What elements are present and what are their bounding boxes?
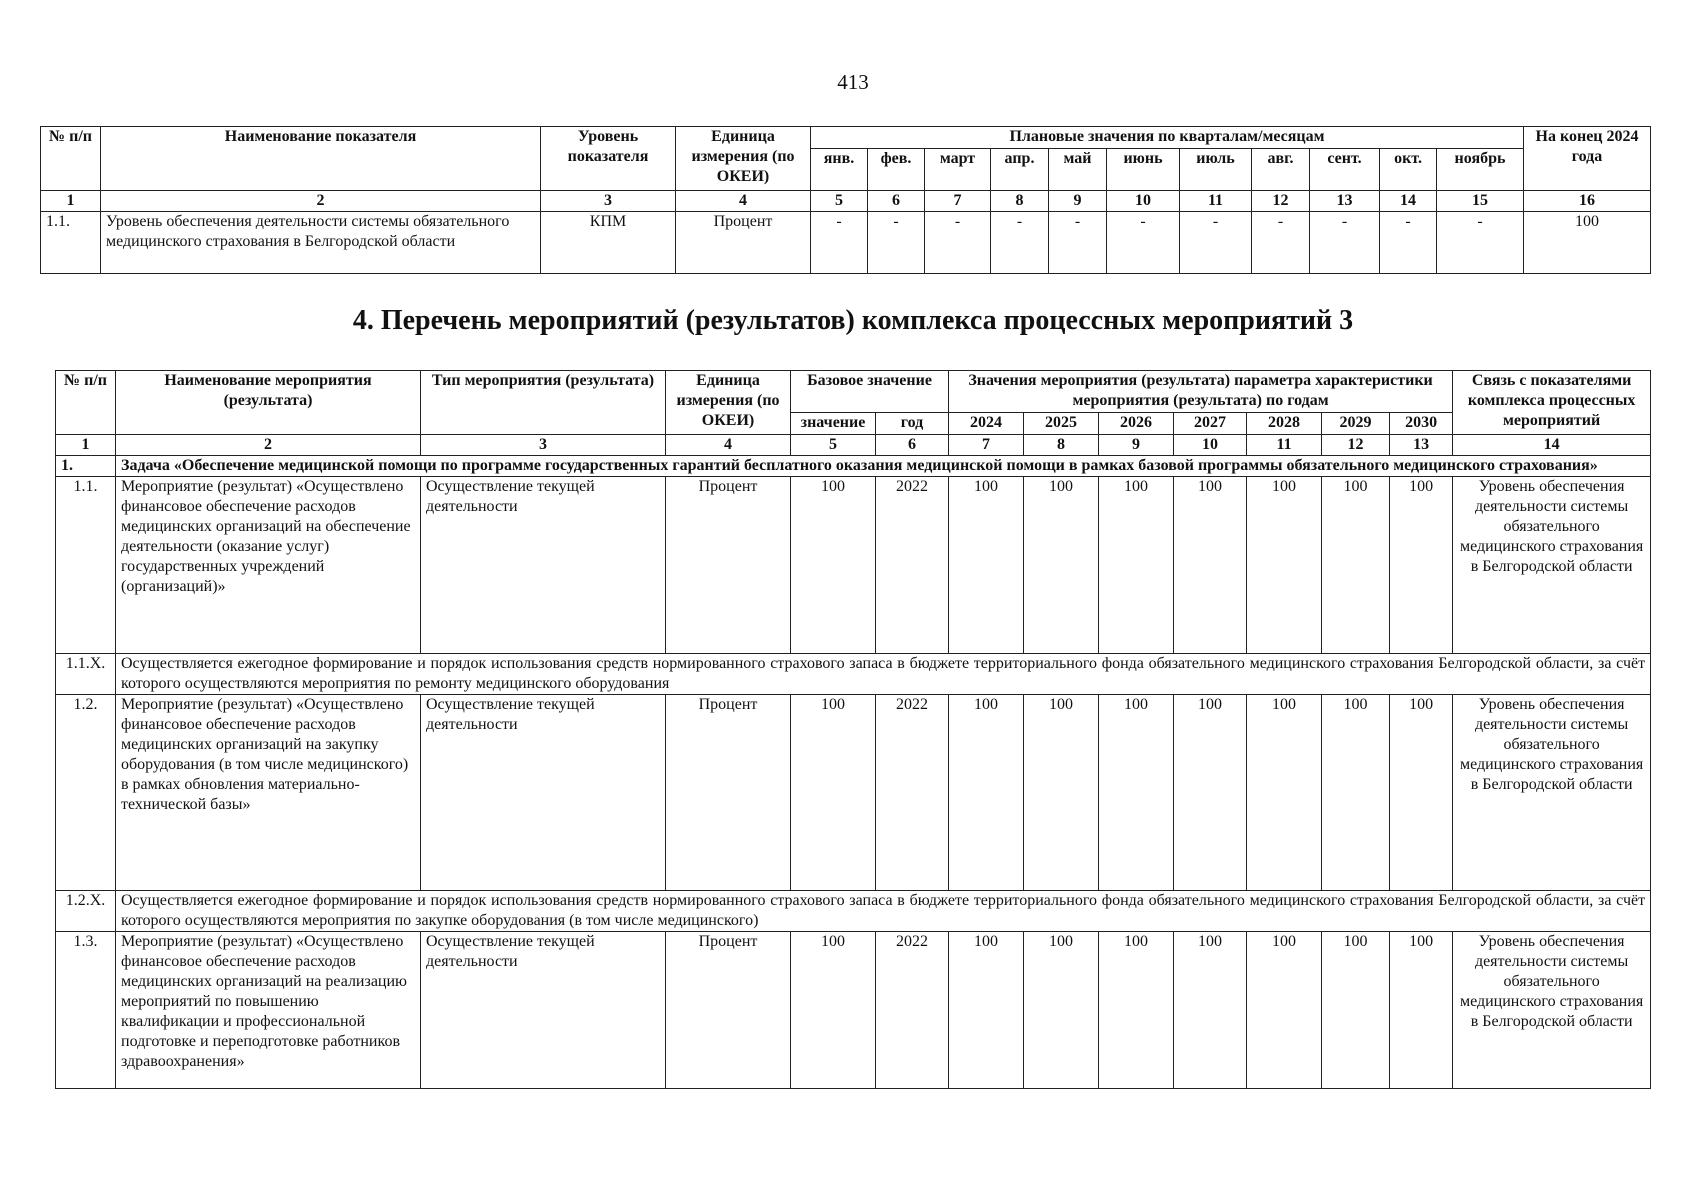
note-row [56,891,1651,932]
column-index: 14 [1453,435,1651,456]
row-year-value: 100 [1099,932,1174,1089]
row-num: 1.2. [56,695,116,891]
header-name: Наименование показателя [101,127,541,191]
column-index: 2 [101,191,541,212]
row-value: - [991,212,1049,274]
row-level: КПМ [541,212,676,274]
row-num: 1.3. [56,932,116,1089]
column-index: 12 [1322,435,1390,456]
column-index: 14 [1380,191,1437,212]
header-month: окт. [1380,149,1437,191]
header-month: сент. [1310,149,1380,191]
column-index: 9 [1049,191,1107,212]
header-num: № п/п [56,371,116,435]
header-type: Тип мероприятия (результата) [421,371,666,435]
header-year: 2029 [1322,413,1390,435]
header-month: апр. [991,149,1049,191]
note-row [56,654,1651,695]
row-year-value: 100 [949,932,1024,1089]
row-value: - [1180,212,1252,274]
row-base-year: 2022 [876,695,949,891]
row-end: 100 [1524,212,1651,274]
row-type: Осуществление текущей деятельности [421,695,666,891]
row-year-value: 100 [1024,932,1099,1089]
column-index: 10 [1174,435,1247,456]
row-year-value: 100 [1390,477,1453,654]
column-index: 1 [41,191,101,212]
column-index: 15 [1437,191,1524,212]
task-row [56,456,1651,477]
note-num: 1.2.X. [56,891,116,932]
table-row [56,695,1651,891]
header-month: авг. [1252,149,1310,191]
row-base-year: 2022 [876,932,949,1089]
row-value: - [1107,212,1180,274]
header-month: фев. [868,149,925,191]
header-name: Наименование мероприятия (результата) [116,371,421,435]
header-month: ноябрь [1437,149,1524,191]
header-year: 2025 [1024,413,1099,435]
header-year: 2026 [1099,413,1174,435]
row-year-value: 100 [1247,932,1322,1089]
header-base-year: год [876,413,949,435]
page-number: 413 [837,70,869,94]
note-text: Осуществляется ежегодное формирование и порядок использования средств нормированного страхового запаса в бюджете территориального фонда обязательного медицинского страхования Белгородской области, за счёт которого осуществляются мероприятия по закупке оборудования (в том числе медицинского) [116,891,1651,932]
row-base-value: 100 [791,695,876,891]
table-row [56,932,1651,1089]
column-index: 12 [1252,191,1310,212]
row-value: - [1380,212,1437,274]
column-index: 10 [1107,191,1180,212]
row-link: Уровень обеспечения деятельности системы обязательного медицинского страхования в Белгородской области [1453,932,1651,1089]
column-index: 6 [876,435,949,456]
row-value: - [1252,212,1310,274]
header-month: июль [1180,149,1252,191]
row-year-value: 100 [1322,477,1390,654]
row-base-year: 2022 [876,477,949,654]
column-index: 9 [1099,435,1174,456]
header-month: май [1049,149,1107,191]
header-month: янв. [811,149,868,191]
row-year-value: 100 [1024,695,1099,891]
header-year: 2028 [1247,413,1322,435]
header-year: 2027 [1174,413,1247,435]
header-unit: Единица измерения (по ОКЕИ) [666,371,791,435]
row-link: Уровень обеспечения деятельности системы обязательного медицинского страхования в Белгородской области [1453,477,1651,654]
row-year-value: 100 [1247,695,1322,891]
column-index: 2 [116,435,421,456]
row-value: - [1310,212,1380,274]
note-num: 1.1.X. [56,654,116,695]
row-unit: Процент [666,695,791,891]
row-year-value: 100 [1174,695,1247,891]
column-index: 6 [868,191,925,212]
header-level: Уровень показателя [541,127,676,191]
row-type: Осуществление текущей деятельности [421,477,666,654]
column-index: 3 [541,191,676,212]
measures-table [55,370,1651,1089]
column-index: 8 [991,191,1049,212]
header-base-value: значение [791,413,876,435]
table-row [56,477,1651,654]
column-index: 8 [1024,435,1099,456]
section-title: 4. Перечень мероприятий (результатов) комплекса процессных мероприятий 3 [352,305,1354,336]
row-value: - [868,212,925,274]
column-index: 1 [56,435,116,456]
column-index: 7 [949,435,1024,456]
column-index: 11 [1180,191,1252,212]
header-end: На конец 2024 года [1524,127,1651,191]
row-year-value: 100 [1247,477,1322,654]
row-value: - [1049,212,1107,274]
column-index: 13 [1390,435,1453,456]
row-value: - [925,212,991,274]
column-index: 4 [676,191,811,212]
header-year: 2030 [1390,413,1453,435]
note-text: Осуществляется ежегодное формирование и порядок использования средств нормированного страхового запаса в бюджете территориального фонда обязательного медицинского страхования Белгородской области, за счёт которого осуществляются мероприятия по ремонту медицинского оборудования [116,654,1651,695]
header-plan: Плановые значения по кварталам/месяцам [811,127,1524,149]
header-values: Значения мероприятия (результата) параметра характеристики мероприятия (результата) по годам [949,371,1453,413]
column-index: 13 [1310,191,1380,212]
column-index: 7 [925,191,991,212]
indicator-table [40,126,1651,274]
row-base-value: 100 [791,477,876,654]
header-unit: Единица измерения (по ОКЕИ) [676,127,811,191]
column-index: 16 [1524,191,1651,212]
column-index: 5 [811,191,868,212]
header-month: март [925,149,991,191]
row-num: 1.1. [41,212,101,274]
row-unit: Процент [666,477,791,654]
row-value: - [811,212,868,274]
task-num: 1. [56,456,116,477]
table-row [41,212,1651,274]
header-base: Базовое значение [791,371,949,413]
row-name: Мероприятие (результат) «Осуществлено финансовое обеспечение расходов медицинских организаций на обеспечение деятельности (оказание услуг) государственных учреждений (организаций)» [116,477,421,654]
header-link: Связь с показателями комплекса процессных мероприятий [1453,371,1651,435]
row-year-value: 100 [1390,932,1453,1089]
column-index: 11 [1247,435,1322,456]
row-year-value: 100 [1174,932,1247,1089]
task-text: Задача «Обеспечение медицинской помощи по программе государственных гарантий бесплатного оказания медицинской помощи в рамках базовой программы обязательного медицинского страхования» [116,456,1651,477]
row-unit: Процент [676,212,811,274]
row-name: Мероприятие (результат) «Осуществлено финансовое обеспечение расходов медицинских организаций на реализацию мероприятий по повышению квалификации и профессиональной подготовке и переподготовке работников здравоохранения» [116,932,421,1089]
row-name: Уровень обеспечения деятельности системы обязательного медицинского страхования в Белгородской области [101,212,541,274]
column-index: 4 [666,435,791,456]
header-month: июнь [1107,149,1180,191]
row-year-value: 100 [1322,932,1390,1089]
row-year-value: 100 [1024,477,1099,654]
row-year-value: 100 [1390,695,1453,891]
row-year-value: 100 [1322,695,1390,891]
row-value: - [1437,212,1524,274]
header-num: № п/п [41,127,101,191]
row-year-value: 100 [1099,695,1174,891]
row-type: Осуществление текущей деятельности [421,932,666,1089]
row-year-value: 100 [949,477,1024,654]
row-name: Мероприятие (результат) «Осуществлено финансовое обеспечение расходов медицинских организаций на закупку оборудования (в том числе медицинского) в рамках обновления материально-технической базы» [116,695,421,891]
row-base-value: 100 [791,932,876,1089]
column-index: 3 [421,435,666,456]
header-year: 2024 [949,413,1024,435]
row-unit: Процент [666,932,791,1089]
row-year-value: 100 [1174,477,1247,654]
row-num: 1.1. [56,477,116,654]
column-index: 5 [791,435,876,456]
row-year-value: 100 [949,695,1024,891]
row-year-value: 100 [1099,477,1174,654]
row-link: Уровень обеспечения деятельности системы обязательного медицинского страхования в Белгородской области [1453,695,1651,891]
